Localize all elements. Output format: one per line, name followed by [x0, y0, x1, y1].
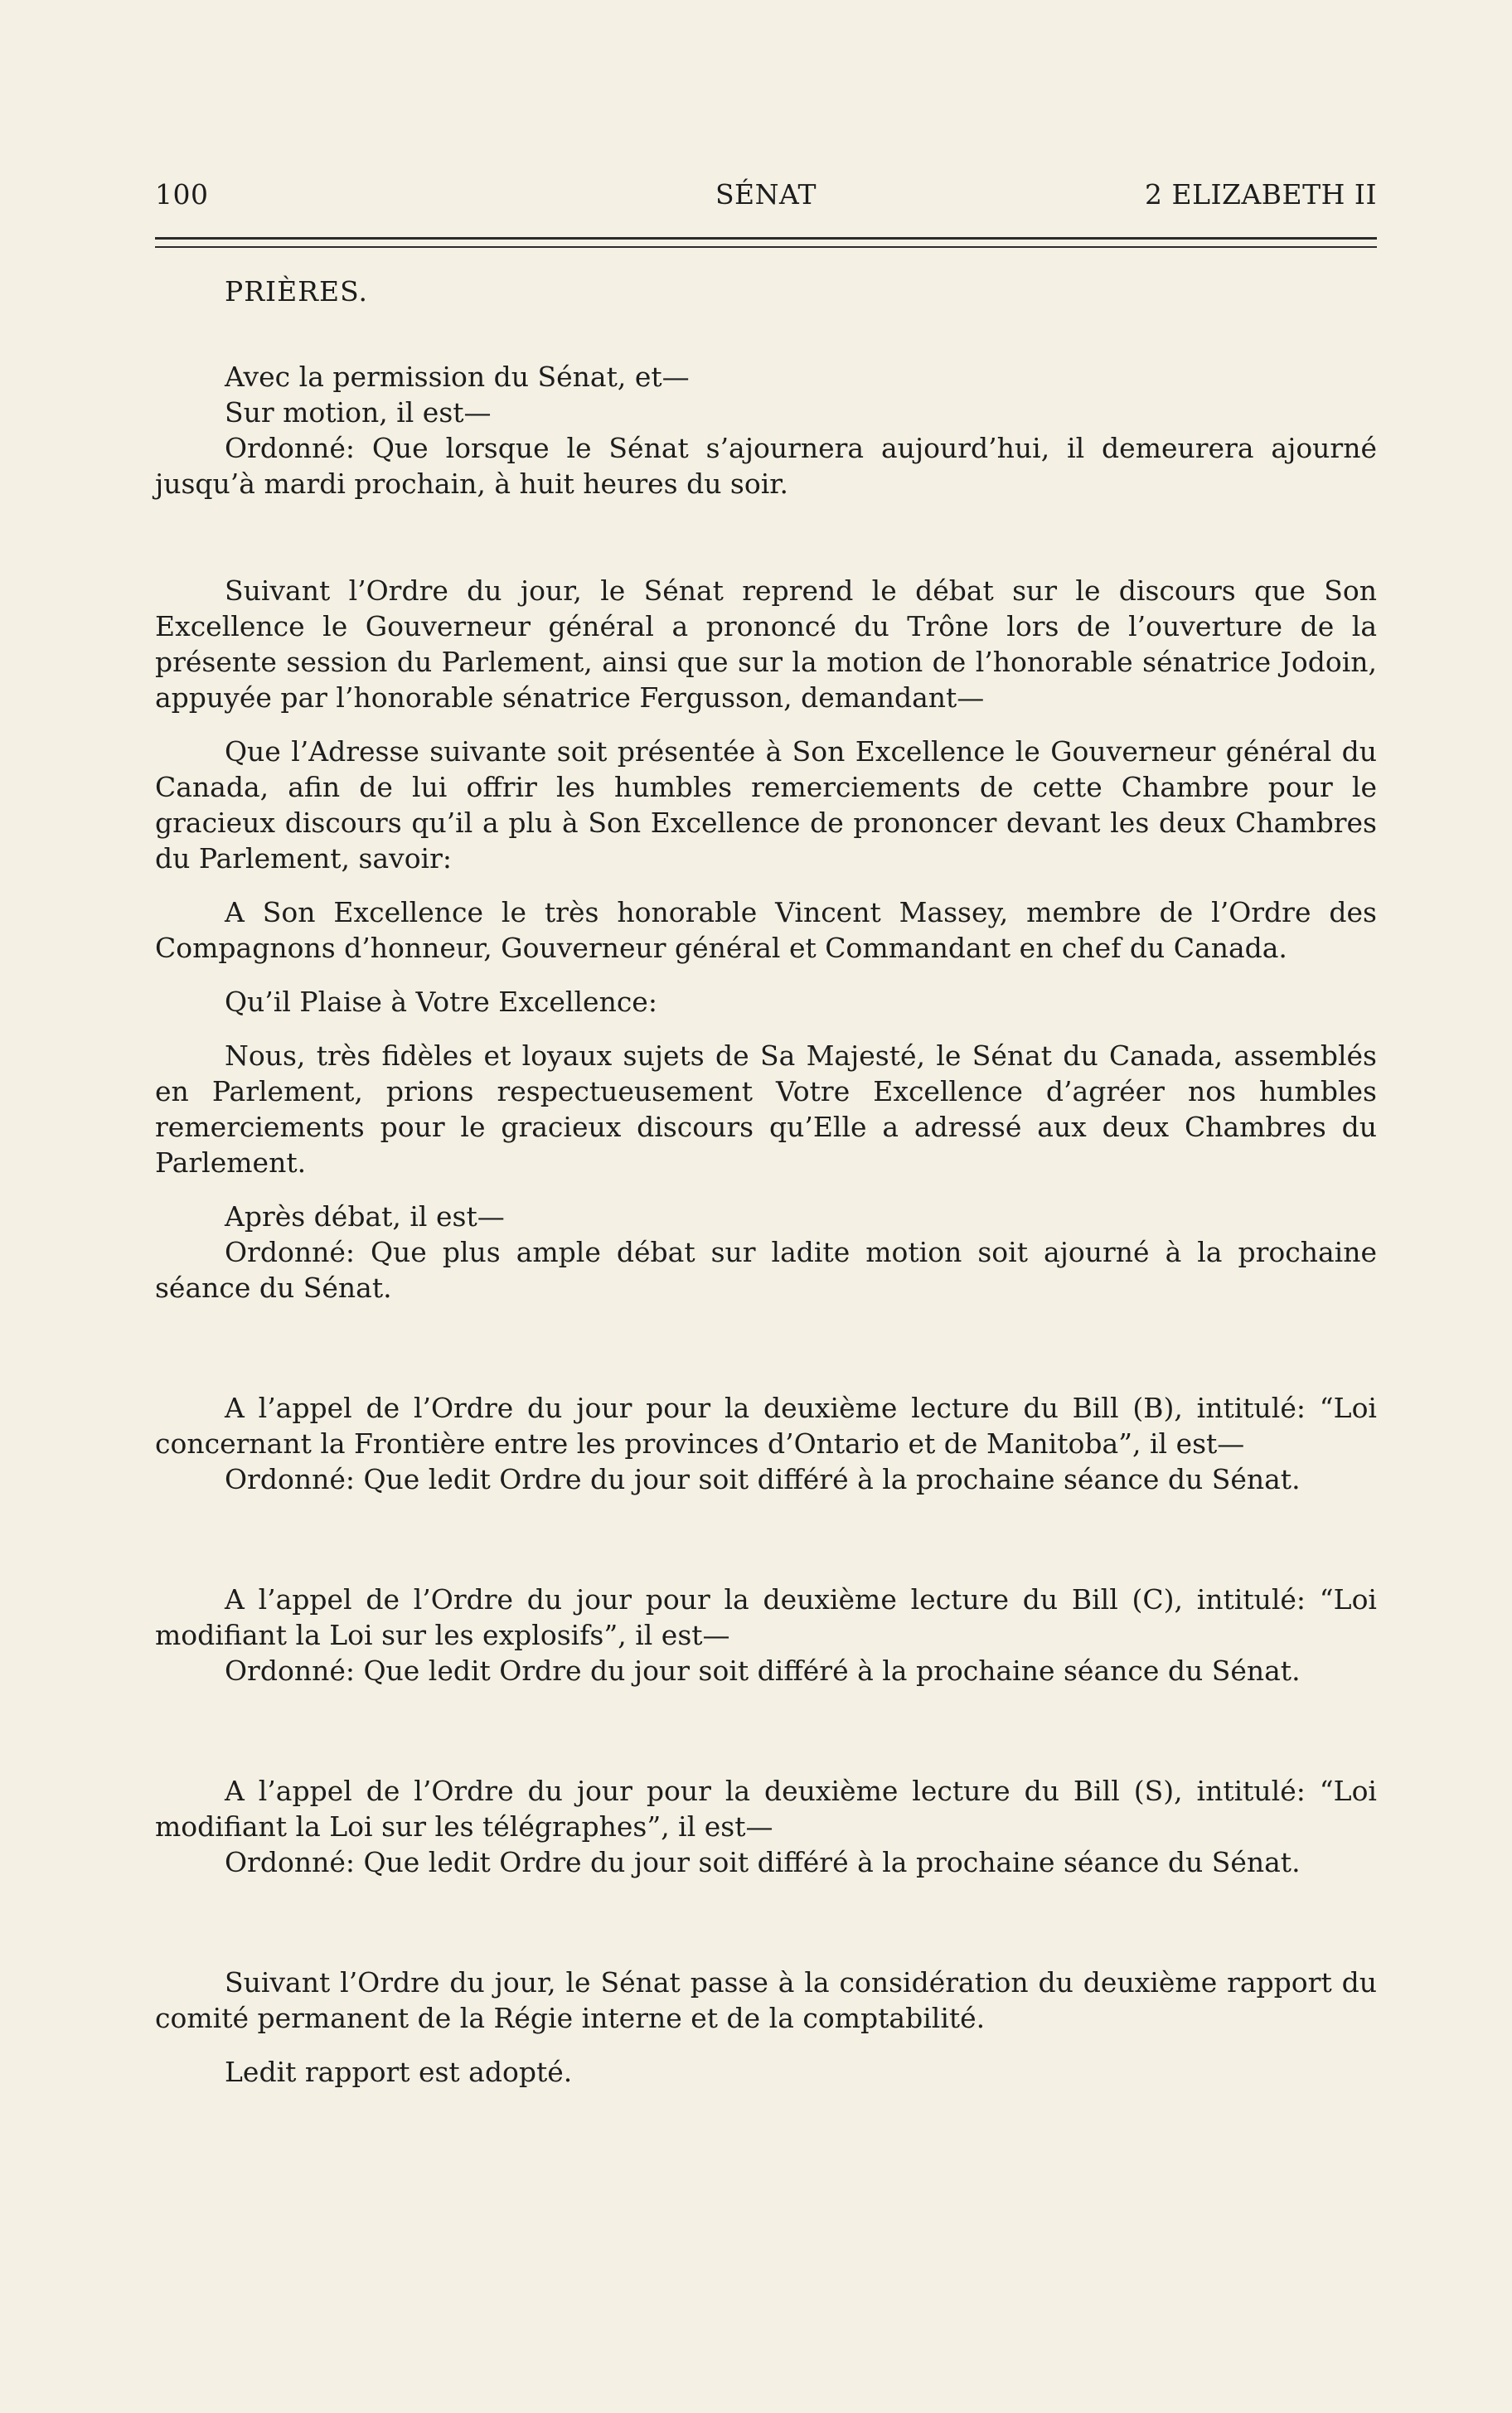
paragraph-address: Que l’Adresse suivante soit présentée à Son Excellence le Gouverneur général du Canada, afin de lui offrir les humbles remerciements de cette Chambre pour le gracieux discours qu’il a plu à Son Excellence de prononcer devant les deux Chambres du Parlement, savoir:: [155, 735, 1377, 875]
page-number: 100: [155, 178, 209, 211]
paragraph-bill-s: A l’appel de l’Ordre du jour pour la deuxième lecture du Bill (S), intitulé: “Loi modifiant la Loi sur les télégraphes”, il est—: [155, 1775, 1377, 1843]
paragraph-bill-s-order: Ordonné: Que ledit Ordre du jour soit différé à la prochaine séance du Sénat.: [225, 1846, 1301, 1878]
spacer: [155, 1497, 1377, 1582]
paragraph-permission: Avec la permission du Sénat, et—: [225, 361, 690, 393]
paragraph-bill-b: A l’appel de l’Ordre du jour pour la deuxième lecture du Bill (B), intitulé: “Loi concernant la Frontière entre les provinces d’Ontario et de Manitoba”, il est—: [155, 1392, 1377, 1460]
prayers-heading: PRIÈRES.: [225, 275, 369, 308]
page-content: [155, 274, 1377, 2090]
spacer: [155, 876, 1377, 894]
paragraph-governor-general: A Son Excellence le très honorable Vincent Massey, membre de l’Ordre des Compagnons d’honneur, Gouverneur général et Commandant en chef du Canada.: [155, 896, 1377, 964]
spacer: [155, 1020, 1377, 1038]
paragraph-thanks: Nous, très fidèles et loyaux sujets de Sa Majesté, le Sénat du Canada, assemblés en Parlement, prions respectueusement Votre Excellence d’agréer nos humbles remerciements pour le gracieux discours qu’Elle a adressé aux deux Chambres du Parlement.: [155, 1039, 1377, 1179]
paragraph-debate: Suivant l’Ordre du jour, le Sénat reprend le débat sur le discours que Son Excellence le Gouverneur général a prononcé du Trône lors de l’ouverture de la présente session du Parlement, ainsi que sur la motion de l’honorable sénatrice Jodoin, appuyée par l’honorable sénatrice Fergusson, demandant—: [155, 574, 1377, 714]
page-header: [155, 178, 1377, 220]
paragraph-bill-c-order: Ordonné: Que ledit Ordre du jour soit différé à la prochaine séance du Sénat.: [225, 1655, 1301, 1687]
header-divider-top: [155, 237, 1377, 240]
spacer: [155, 2036, 1377, 2054]
paragraph-committee-report: Suivant l’Ordre du jour, le Sénat passe à la considération du deuxième rapport du comité permanent de la Régie interne et de la comptabilité.: [155, 1966, 1377, 2034]
spacer: [155, 1306, 1377, 1390]
regnal-year: 2 ELIZABETH II: [1145, 178, 1377, 211]
spacer: [155, 966, 1377, 984]
paragraph-adjournment-order: Ordonné: Que lorsque le Sénat s’ajournera aujourd’hui, il demeurera ajourné jusqu’à mardi prochain, à huit heures du soir.: [155, 432, 1377, 500]
paragraph-bill-c: A l’appel de l’Ordre du jour pour la deuxième lecture du Bill (C), intitulé: “Loi modifiant la Loi sur les explosifs”, il est—: [155, 1583, 1377, 1651]
paragraph-adjourn-debate-order: Ordonné: Que plus ample débat sur ladite motion soit ajourné à la prochaine séance du Sénat.: [155, 1236, 1377, 1304]
spacer: [155, 1880, 1377, 1965]
paragraph-motion: Sur motion, il est—: [225, 396, 492, 429]
spacer: [155, 1180, 1377, 1199]
paragraph-report-adopted: Ledit rapport est adopté.: [225, 2056, 573, 2088]
spacer: [155, 501, 1377, 573]
spacer: [155, 715, 1377, 734]
header-divider-bottom: [155, 246, 1377, 248]
spacer: [155, 336, 1377, 359]
page-title: SÉNAT: [715, 178, 817, 211]
paragraph-bill-b-order: Ordonné: Que ledit Ordre du jour soit différé à la prochaine séance du Sénat.: [225, 1463, 1301, 1495]
paragraph-after-debate: Après débat, il est—: [225, 1200, 505, 1233]
paragraph-excellence: Qu’il Plaise à Votre Excellence:: [225, 986, 657, 1018]
spacer: [155, 1689, 1377, 1773]
